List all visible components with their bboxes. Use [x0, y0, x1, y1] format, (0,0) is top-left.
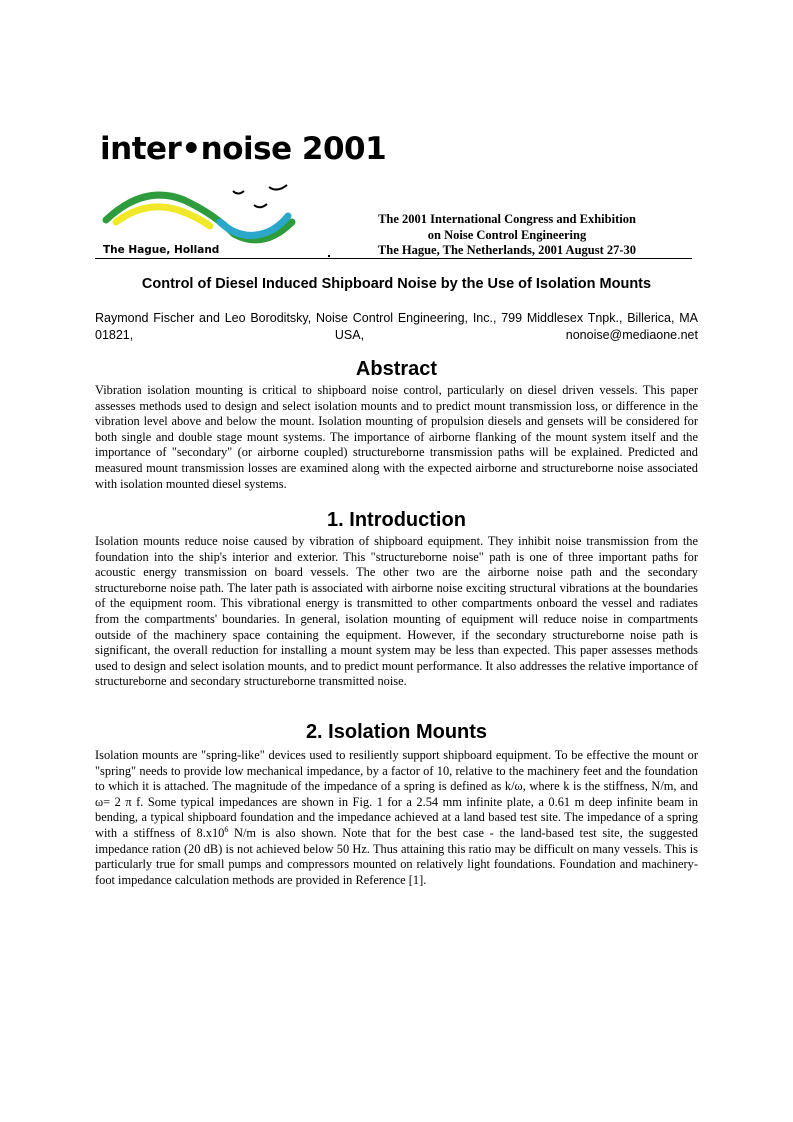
- conference-line: The 2001 International Congress and Exhibition: [378, 212, 636, 226]
- exponent: 6: [224, 824, 229, 834]
- header-divider-mark: [328, 255, 330, 257]
- introduction-text: Isolation mounts reduce noise caused by vibration of shipboard equipment. They inhibit noise transmission from the foundation into the ship's interior and exterior. This "structureborne noise" path is one of three important paths for acoustic energy transmission on board vessels. The other two are the airborne noise path and the secondary structureborne noise path. The later path is associated with airborne noise exciting structural vibrations at the boundaries of the equipment room. This vibrational energy is transmitted to other compartments onboard the vessel and radiates from the compartments' boundaries. In general, isolation mounting of equipment will reduce noise in compartments outside of the machinery space containing the equipment. However, if the secondary structureborne noise path is significant, the overall reduction for installing a mount system may be less than expected. This paper assesses methods used to design and select isolation mounts, and to predict mount performance. It also addresses the relative importance of structureborne and secondary structureborne transmitted noise.: [95, 534, 698, 689]
- introduction-heading: 1. Introduction: [327, 509, 466, 531]
- conference-info: [343, 212, 671, 259]
- logo-city: The Hague, Holland: [103, 244, 220, 256]
- logo-title: inter•noise 2001: [100, 131, 387, 167]
- isolation-mounts-text-part1: Isolation mounts are "spring-like" devices used to resiliently support shipboard equipment. To be effective the mount or "spring" needs to provide low mechanical impedance, by a factor of 10, relative to the machinery feet and the foundation to which it is attached. The magnitude of the impedance of a spring is defined as k/ω, where k is the stiffness, N/m, and ω= 2 π f. Some typical impedances are shown in Fig. 1 for a 2.54 mm infinite plate, a 0.61 m deep infinite beam in bending, a typical shipboard foundation and the impedance achieved at a land based test site. The impedance of a spring with a stiffness of 8.x10: [95, 748, 698, 840]
- conference-logo-icon: [94, 178, 314, 248]
- isolation-mounts-text: [95, 748, 698, 888]
- paper-title: Control of Diesel Induced Shipboard Noise by the Use of Isolation Mounts: [141, 276, 652, 292]
- abstract-text: Vibration isolation mounting is critical to shipboard noise control, particularly on diesel driven vessels. This paper assesses methods used to design and select isolation mounts and to predict mount transmission loss, or difference in the vibration level above and below the mount. Isolation mounting of propulsion diesels and gensets will be considered for both single and double stage mount systems. The importance of airborne flanking of the mount system itself and the importance of "secondary" (or airborne coupled) structureborne transmission paths will be explained. Predicted and measured mount transmission losses are examined along with the expected airborne and structureborne noise associated with isolation mounted diesel systems.: [95, 383, 698, 491]
- author-affiliation: Raymond Fischer and Leo Boroditsky, Noise Control Engineering, Inc., 799 Middlesex Tnpk., Billerica, MA 01821, USA, nonoise@mediaone.net: [95, 311, 698, 342]
- isolation-mounts-text-part2: N/m is also shown. Note that for the best case - the land-based test site, the suggested impedance ration (20 dB) is not achieved below 50 Hz. Thus attaining this ratio may be difficult on many vessels. This is particularly true for small pumps and compressors mounted on relatively light foundations. Foundation and machinery-foot impedance calculation methods are provided in Reference [1].: [95, 825, 698, 887]
- isolation-mounts-heading: 2. Isolation Mounts: [305, 721, 488, 743]
- abstract-heading: Abstract: [355, 358, 438, 380]
- conference-line: The Hague, The Netherlands, 2001 August 27-30: [377, 243, 637, 257]
- header-divider: [95, 258, 692, 259]
- conference-line: on Noise Control Engineering: [427, 227, 587, 242]
